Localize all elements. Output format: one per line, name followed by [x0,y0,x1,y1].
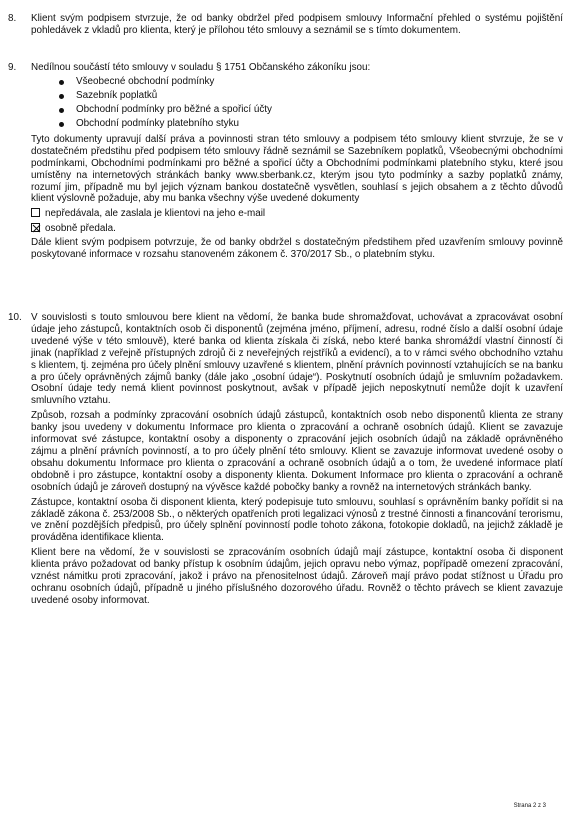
clause-paragraph: V souvislosti s touto smlouvou bere klient na vědomí, že banka bude shromažďovat, uchovávat a zpracovávat osobní údaje jeho zástupců, kontaktních osob či disponentů (zejména jméno, příjmení, adresu, rodné číslo a další osobní údaje uvedené výše v této smlouvě), které banka od klienta získala či získá, nebo které banka shromáždí vlastní činností či jinak (například z veřejně přístupných zdrojů či z neveřejných rejstříků a evidencí), a to v rámci svého obchodního vztahu s klientem, tj. zejména pro účely plnění smlouvy uzavřené s klientem, plnění právních povinností vztahujících se na banku a pro účely oprávněných zájmů banky (dále jako „osobní údaje“). Poskytnutí osobních údajů je smluvním požadavkem. Osobní údaje tedy nemá klient povinnost poskytnout, avšak v případě jejich neposkytnutí nemůže dojít k uzavření smluvního vztahu. [31,312,563,407]
clause-text: Klient svým podpisem stvrzuje, že od banky obdržel před podpisem smlouvy Informační přehled o systému pojištění pohledávek z vkladů pro klienta, který je přílohou této smlouvy a seznámil se s tímto dokumentem. [31,13,563,36]
clause-number: 8. [8,13,17,24]
bullet-icon [59,80,64,85]
clause-paragraph: Způsob, rozsah a podmínky zpracování osobních údajů zástupců, kontaktních osob nebo disponentů klienta ze strany banky jsou uvedeny v dokumentu Informace pro klienta o zpracování a ochraně osobních údajů. Klient se zavazuje informovat své zástupce, kontaktní osoby a disponenty o zpracování jejich osobních údajů na základě oprávněného zájmu a plnění právních povinností, a to pro účely plnění této smlouvy. Klient se zavazuje informovat uvedené osoby o obsahu dokumentu Informace pro klienta o zpracování a ochraně osobních údajů a o tom, že uvedené informace platí obdobně i pro zástupce, kontaktní osoby a disponenty klienta. Dokument Informace pro klienta o zpracování a ochraně osobních údajů je zároveň dostupný na vývěsce každé pobočky banky a rovněž na internetových stránkách banky. [31,410,563,493]
list-item: Obchodní podmínky platebního styku [31,117,563,131]
option-label: nepředávala, ale zaslala je klientovi na jeho e-mail [45,208,266,220]
clause-paragraph: Klient bere na vědomí, že v souvislosti se zpracováním osobních údajů mají zástupce, kontaktní osoba či disponent klienta právo požadovat od banky přístup k osobním údajům, jejich opravu nebo výmaz, popřípadě omezení zpracování, vznést námitku proti zpracování, jakož i právo na přenositelnost údajů. Zároveň mají právo podat stížnost u Úřadu pro ochranu osobních údajů, případně u jiného příslušného dozorového úřadu. Rovněž o těchto právech se klient zavazuje uvedené osoby informovat. [31,547,563,606]
clause-intro: Nedílnou součástí této smlouvy v souladu § 1751 Občanského zákoníku jsou: [31,62,371,73]
clause-number: 9. [8,62,17,73]
bullet-icon [59,94,64,99]
page-number: Strana 2 z 3 [513,803,546,809]
attachments-list [31,75,563,131]
clause-number: 10. [8,312,22,323]
list-item: Všeobecné obchodní podmínky [31,75,563,89]
checkbox-checked-icon[interactable] [31,223,40,232]
bullet-icon [59,122,64,127]
bullet-icon [59,108,64,113]
clause-paragraph: Dále klient svým podpisem potvrzuje, že od banky obdržel s dostatečným předstihem před uzavřením smlouvy povinně poskytované informace v rozsahu stanoveném zákonem č. 370/2017 Sb., o platebním styku. [31,237,563,261]
list-item: Obchodní podmínky pro běžné a spořicí účty [31,103,563,117]
option-personal[interactable] [31,222,563,235]
list-item: Sazebník poplatků [31,89,563,103]
clause-paragraph: Zástupce, kontaktní osoba či disponent klienta, který podepisuje tuto smlouvu, souhlasí s oprávněním banky pořídit si na základě zákona č. 253/2008 Sb., o některých opatřeních proti legalizaci výnosů z trestné činnosti a financování terorismu, ve znění pozdějších předpisů, pro účely splnění povinností podle tohoto zákona, fotokopie dokladů, na jejichž základě je prováděna identifikace klienta. [31,496,563,544]
option-email[interactable] [31,207,563,220]
option-label: osobně předala. [45,223,116,235]
checkbox-unchecked-icon[interactable] [31,208,40,217]
clause-paragraph: Tyto dokumenty upravují další práva a povinnosti stran této smlouvy a podpisem této smlouvy klient stvrzuje, že se v dostatečném předstihu před podpisem této smlouvy řádně seznámil se Sazebníkem poplatků, Všeobecnými obchodními podmínkami, Obchodními podmínkami pro běžné a spořicí účty a Obchodními podmínkami platebního styku, které jsou umístěny na internetových stránkách banky www.sberbank.cz, kterým jsou tyto podmínky a sazby poplatků známy, rozumí jim, případně mu byl jejich význam bankou dostatečně vysvětlen, souhlasí s jejich obsahem a z těchto důvodů klient výslovně požaduje, aby mu banka všechny výše uvedené dokumenty [31,133,563,205]
